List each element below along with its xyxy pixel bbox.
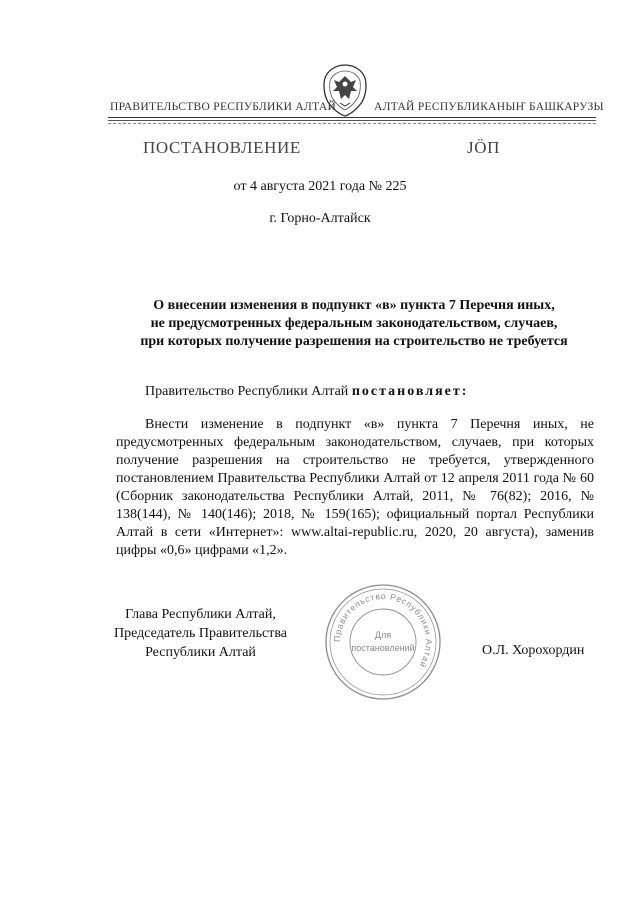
signatory-position-line: Председатель Правительства — [114, 626, 287, 641]
header-rule — [108, 117, 596, 118]
resolution-intro — [145, 384, 468, 400]
document-title — [108, 297, 600, 351]
document-city: г. Горно-Алтайск — [269, 211, 371, 226]
signatory-position-line: Республики Алтай — [145, 645, 256, 660]
resolution-body: Внести изменение в подпункт «в» пункта 7 Перечня иных, не предусмотренных федеральным законодательством, случаев, при которых получение разрешения на строительство не требуется, утвержденного постановлением Правительства Республики Алтай от 12 апреля 2011 года № 60 (Сборник законодательства Республики Алтай, 2011, № 76(82); 2016, № 138(144), № 140(146); 2018, № 159(165); официальный портал Республики Алтай в сети «Интернет»: www.altai-republic.ru, 2020, 20 августа), заменив цифры «0,6» цифрами «1,2». — [116, 417, 594, 558]
document-date-number: от 4 августа 2021 года № 225 — [233, 179, 407, 194]
signatory-position-line: Глава Республики Алтай, — [125, 607, 276, 622]
signatory-name: О.Л. Хорохордин — [482, 643, 585, 658]
title-line: О внесении изменения в подпункт «в» пункта 7 Перечня иных, — [153, 298, 555, 313]
stamp-center-line: постановлений — [351, 643, 415, 653]
document-type-altai: ЈӦП — [467, 138, 500, 157]
intro-keyword: постановляет: — [351, 384, 469, 399]
header-rule — [108, 123, 596, 124]
official-stamp — [322, 581, 444, 703]
signatory-position — [98, 605, 303, 662]
intro-prefix: Правительство Республики Алтай — [145, 384, 349, 399]
organization-name-altai: АЛТАЙ РЕСПУБЛИКАНЫҤ БАШКАРУЗЫ — [374, 101, 604, 113]
document-type-russian: ПОСТАНОВЛЕНИЕ — [143, 138, 301, 157]
stamp-ring-text: Правительство Республики Алтай — [331, 590, 435, 670]
stamp-center-line: Для — [374, 630, 392, 640]
title-line: не предусмотренных федеральным законодательством, случаев, — [150, 316, 558, 331]
title-line: при которых получение разрешения на строительство не требуется — [140, 334, 568, 349]
organization-name-russian: ПРАВИТЕЛЬСТВО РЕСПУБЛИКИ АЛТАЙ — [110, 101, 337, 113]
header-rule — [108, 120, 596, 121]
